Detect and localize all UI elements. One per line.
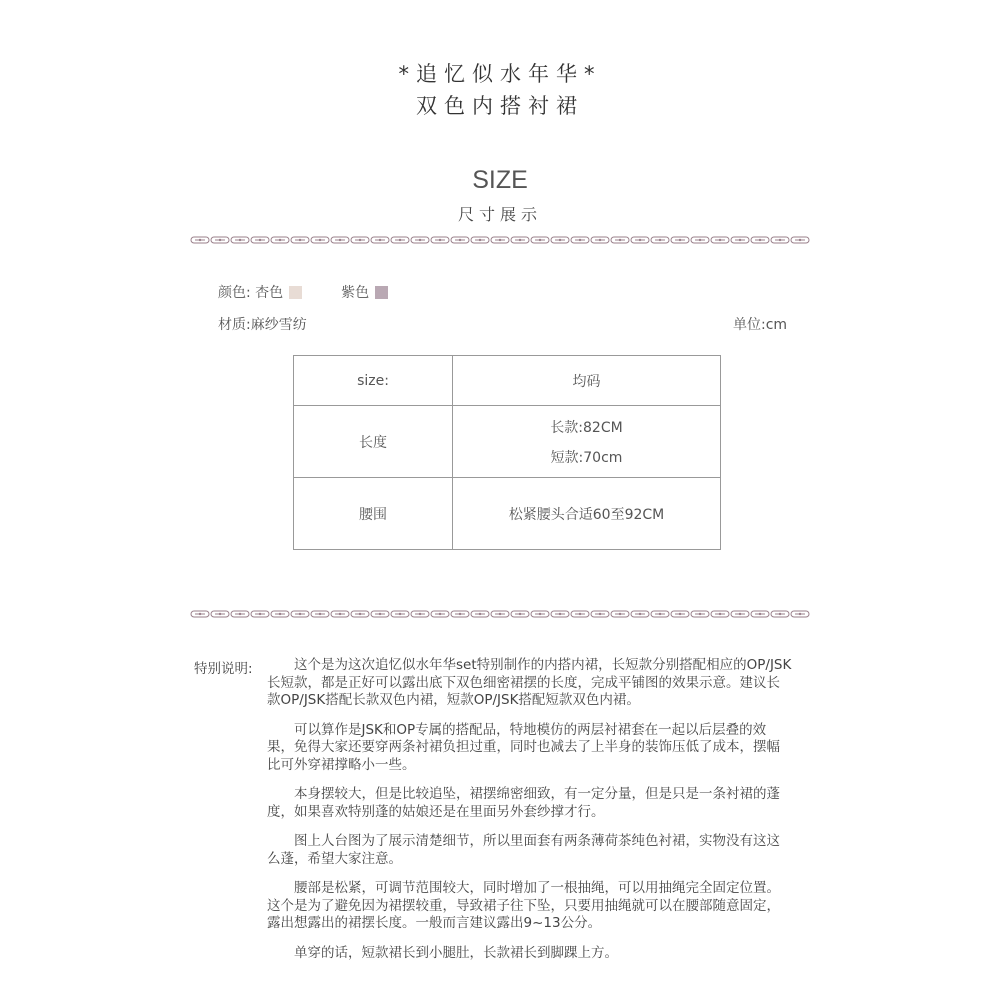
length-values — [453, 406, 721, 478]
size-header-value: 均码 — [453, 356, 721, 406]
table-row — [294, 356, 721, 406]
waist-label: 腰围 — [294, 478, 453, 550]
color-label: 颜色: — [218, 285, 251, 301]
table-row — [294, 406, 721, 478]
waist-value: 松紧腰头合适60至92CM — [453, 478, 721, 550]
color2-swatch — [375, 286, 388, 299]
table-row — [294, 478, 721, 550]
notes-label: 特别说明: — [194, 661, 253, 677]
size-header-label: size: — [294, 356, 453, 406]
color2-name: 紫色 — [341, 285, 370, 301]
size-subheading: 尺寸展示 — [457, 205, 542, 224]
length-label: 长度 — [294, 406, 453, 478]
ornament-divider-bottom — [190, 610, 810, 618]
notes-paragraph: 这个是为这次追忆似水年华set特别制作的内搭内裙，长短款分别搭配相应的OP/JSK长短款，都是正好可以露出底下双色细密裙摆的长度，完成平铺图的效果示意。建议长款OP/JSK搭配长款双色内裙，短款OP/JSK搭配短款双色内裙。 — [267, 657, 792, 708]
ornament-divider-top — [190, 236, 810, 244]
color-row — [218, 282, 388, 302]
notes-paragraph: 可以算作是JSK和OP专属的搭配品，特地模仿的两层衬裙套在一起以后层叠的效果，免得大家还要穿两条衬裙负担过重，同时也减去了上半身的装饰压低了成本，摆幅比可外穿裙撑略小一些。 — [267, 721, 780, 773]
color1-swatch — [289, 286, 302, 299]
notes-paragraph: 本身摆较大，但是比较追坠，裙摆绵密细致，有一定分量，但是只是一条衬裙的蓬度，如果喜欢特别蓬的姑娘还是在里面另外套纱撑才行。 — [267, 786, 780, 820]
size-table — [293, 355, 721, 550]
notes-paragraph: 图上人台图为了展示清楚细节，所以里面套有两条薄荷茶纯色衬裙，实物没有这这么蓬，希望大家注意。 — [267, 833, 780, 867]
length-long: 长款:82CM — [550, 419, 623, 436]
notes-paragraph: 单穿的话，短款裙长到小腿肚，长款裙长到脚踝上方。 — [294, 944, 618, 961]
color1-name: 杏色 — [255, 285, 284, 301]
material-text: 材质:麻纱雪纺 — [218, 317, 307, 333]
size-heading: SIZE — [472, 166, 528, 194]
length-short: 短款:70cm — [550, 449, 623, 466]
title-line2: 双色内搭衬裙 — [416, 94, 584, 118]
notes-body — [267, 657, 793, 974]
title-line1: *追忆似水年华* — [398, 62, 602, 86]
unit-text: 单位:cm — [733, 317, 788, 333]
notes-paragraph: 腰部是松紧，可调节范围较大，同时增加了一根抽绳，可以用抽绳完全固定位置。这个是为了避免因为裙摆较重，导致裙子往下坠，只要用抽绳就可以在腰部随意固定，露出想露出的裙摆长度。一般而言建议露出9~13公分。 — [267, 880, 780, 931]
